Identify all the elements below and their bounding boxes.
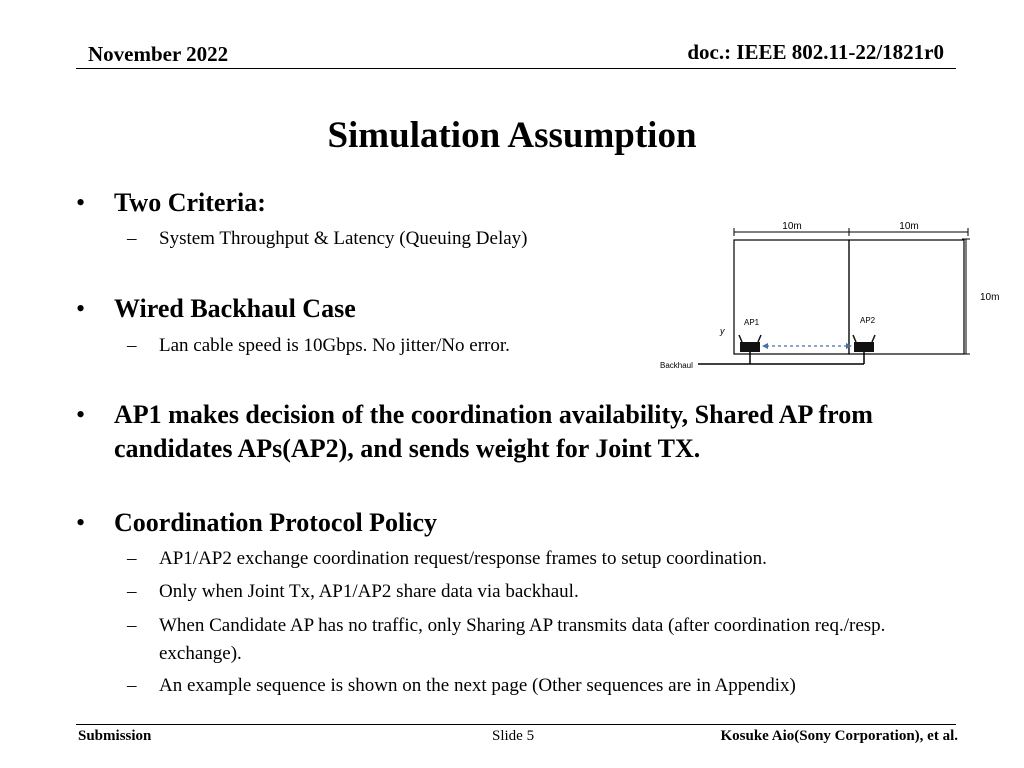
bullet-text: Two Criteria: bbox=[114, 188, 266, 217]
header-date: November 2022 bbox=[88, 42, 229, 66]
footer-divider bbox=[76, 724, 956, 725]
footer-submission: Submission bbox=[78, 728, 152, 744]
backhaul-label: Backhaul bbox=[660, 361, 693, 370]
bullet-dot: • bbox=[76, 508, 86, 537]
sub-bullet-dash: – bbox=[127, 675, 137, 696]
bullet-text: Wired Backhaul Case bbox=[114, 294, 356, 323]
sub-bullet-text: When Candidate AP has no traffic, only Sharing AP transmits data (after coordination req./resp. exchange). bbox=[159, 615, 886, 664]
header-divider bbox=[76, 68, 956, 69]
ap-link-arrow bbox=[762, 343, 852, 349]
sub-bullet-dash: – bbox=[127, 615, 137, 636]
y-axis-label: y bbox=[720, 326, 725, 336]
header-doc-id: doc.: IEEE 802.11-22/1821r0 bbox=[687, 40, 944, 64]
dim-label-right: 10m bbox=[980, 292, 1000, 303]
sub-bullet-dash: – bbox=[127, 335, 137, 356]
room-left bbox=[734, 240, 849, 354]
bullet-text: AP1 makes decision of the coordination availability, Shared AP from candidates APs(AP2), and sends weight for Joint TX. bbox=[114, 400, 873, 463]
ap2-label: AP2 bbox=[860, 316, 876, 325]
bullet-text: Coordination Protocol Policy bbox=[114, 508, 438, 537]
sub-bullet-dash: – bbox=[127, 228, 137, 249]
bullet-dot: • bbox=[76, 294, 86, 323]
sub-bullet-dash: – bbox=[127, 581, 137, 602]
room-right bbox=[849, 240, 964, 354]
bullet-dot: • bbox=[76, 400, 86, 429]
sub-bullet-text: Only when Joint Tx, AP1/AP2 share data via backhaul. bbox=[159, 581, 579, 602]
dim-label-top-left: 10m bbox=[782, 221, 802, 232]
ap-topology-diagram bbox=[650, 212, 1010, 378]
bullet-dot: • bbox=[76, 188, 86, 217]
footer-author: Kosuke Aio(Sony Corporation), et al. bbox=[720, 728, 958, 744]
ap1-icon bbox=[739, 335, 761, 352]
sub-bullet-text: An example sequence is shown on the next page (Other sequences are in Appendix) bbox=[159, 675, 796, 696]
ap1-label: AP1 bbox=[744, 318, 760, 327]
ap2-icon bbox=[853, 335, 875, 352]
dim-label-top-right: 10m bbox=[899, 221, 919, 232]
sub-bullet-text: Lan cable speed is 10Gbps. No jitter/No error. bbox=[159, 335, 510, 356]
sub-bullet-dash: – bbox=[127, 548, 137, 569]
sub-bullet-text: AP1/AP2 exchange coordination request/response frames to setup coordination. bbox=[159, 548, 767, 569]
footer-slide-number: Slide 5 bbox=[492, 728, 535, 744]
slide-title: Simulation Assumption bbox=[327, 115, 697, 156]
sub-bullet-text: System Throughput & Latency (Queuing Delay) bbox=[159, 228, 528, 249]
